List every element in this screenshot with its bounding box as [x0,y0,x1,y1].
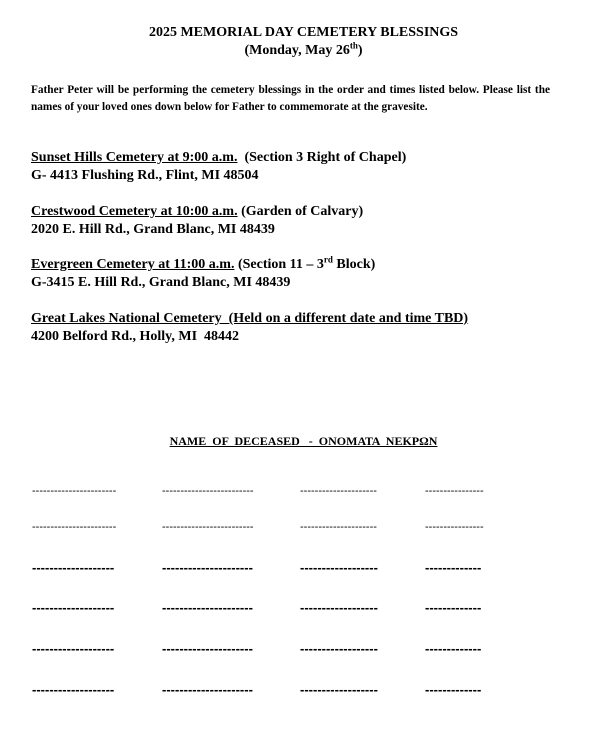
name-entry-line: ------------------------- [162,485,254,497]
name-entry-line: ----------------------- [32,485,117,497]
name-entry-row [0,521,607,541]
cemetery-address: G-3415 E. Hill Rd., Grand Blanc, MI 48439 [31,275,291,290]
cemetery-note: (Section 11 – 3 [234,257,324,272]
name-entry-line: --------------------- [162,682,253,697]
name-entry-line: ------------------- [32,641,115,656]
cemetery-crestwood [31,203,591,239]
name-entry-row [0,641,607,661]
cemetery-address: 2020 E. Hill Rd., Grand Blanc, MI 48439 [31,222,275,237]
cemetery-note-ordinal: rd [323,254,333,265]
title-line-1: 2025 MEMORIAL DAY CEMETERY BLESSINGS [148,25,459,40]
cemetery-note-end: Block) [332,257,376,272]
cemetery-address: G- 4413 Flushing Rd., Flint, MI 48504 [31,168,259,183]
document-title [0,24,607,41]
cemetery-address: 4200 Belford Rd., Holly, MI 48442 [31,329,240,344]
intro-paragraph: Father Peter will be performing the cemetery blessings in the order and times listed below. Please list the names of your loved ones down below for Father to commemorate at the gravesite. [31,84,550,113]
name-entry-line: ------------------ [300,560,378,575]
name-entry-line: ---------------- [425,521,484,533]
name-entry-row [0,485,607,505]
cemetery-name-time: Evergreen Cemetery at 11:00 a.m. [31,257,235,272]
name-entry-row [0,560,607,580]
date-close: ) [357,43,363,58]
date-text: (Monday, May 26 [244,43,350,58]
cemetery-name-time: Crestwood Cemetery at 10:00 a.m. [31,204,238,219]
cemetery-name-time: Sunset Hills Cemetery at 9:00 a.m. [31,150,238,165]
name-entry-line: ------------------ [300,641,378,656]
name-entry-line: --------------------- [162,641,253,656]
name-entry-line: ------------- [425,641,482,656]
name-entry-line: ------------------ [300,600,378,615]
cemetery-name-time: Great Lakes National Cemetery (Held on a different date and time TBD) [31,311,469,326]
name-entry-line: ------------------- [32,600,115,615]
name-entry-line: ------------------- [32,560,115,575]
name-entry-line: ----------------------- [32,521,117,533]
name-entry-line: --------------------- [162,600,253,615]
cemetery-evergreen [31,256,591,292]
name-entry-line: ------------------------- [162,521,254,533]
name-entry-line: ------------- [425,600,482,615]
name-entry-row [0,682,607,702]
date-ordinal: th [349,40,358,51]
name-entry-line: --------------------- [162,560,253,575]
name-entry-line: ------------- [425,560,482,575]
name-entry-line: --------------------- [300,521,377,533]
cemetery-sunset-hills [31,149,591,185]
name-entry-row [0,600,607,620]
name-entry-line: ------------------- [32,682,115,697]
name-entry-line: --------------------- [300,485,377,497]
name-entry-line: ------------------ [300,682,378,697]
names-of-deceased-header: NAME OF DECEASED - ΟΝΟΜΑΤΑ ΝΕΚΡΩΝ [169,434,438,448]
cemetery-great-lakes [31,310,591,346]
document-date [0,42,607,59]
name-entry-line: ---------------- [425,485,484,497]
cemetery-note: (Garden of Calvary) [237,204,364,219]
cemetery-note: (Section 3 Right of Chapel) [237,150,407,165]
name-entry-line: ------------- [425,682,482,697]
